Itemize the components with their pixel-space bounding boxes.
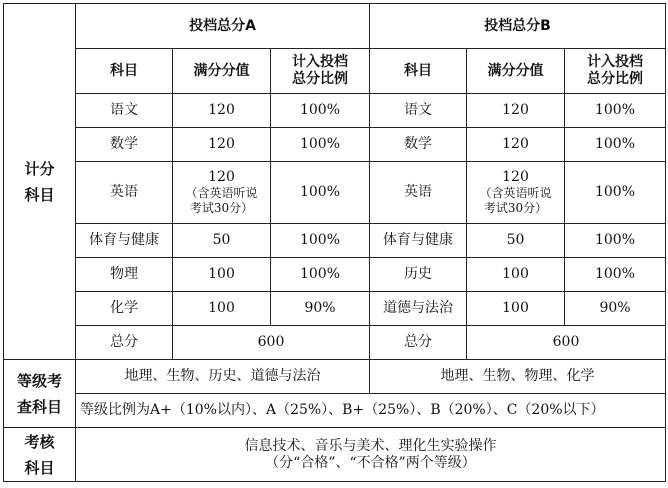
a-col-ratio (271, 49, 370, 94)
a-total-label: 总分 (76, 326, 173, 360)
a-col-ratio-line2: 总分比例 (292, 71, 348, 87)
a-full: 50 (173, 224, 271, 258)
b-ratio: 100% (565, 162, 666, 224)
b-full-note-line1: （含英语听说 (479, 186, 552, 200)
table-row (4, 292, 666, 326)
b-ratio: 90% (565, 292, 666, 326)
a-subject: 语文 (76, 94, 173, 128)
a-full: 120 (173, 94, 271, 128)
a-col-subject: 科目 (76, 49, 173, 94)
total-row (4, 326, 666, 360)
calc-label-line2: 科目 (24, 185, 55, 204)
grade-label-line2: 查科目 (16, 397, 62, 416)
a-ratio: 100% (271, 128, 370, 162)
b-full: 50 (467, 224, 565, 258)
b-full: 120 (467, 94, 565, 128)
b-full: 100 (467, 258, 565, 292)
table-row (4, 224, 666, 258)
group-b-header: 投档总分B (370, 4, 666, 49)
b-ratio: 100% (565, 258, 666, 292)
table-row (4, 162, 666, 224)
b-ratio: 100% (565, 128, 666, 162)
assess-line1: 信息技术、音乐与美术、理化生实验操作 (244, 437, 497, 454)
b-subject: 数学 (370, 128, 467, 162)
b-subject: 体育与健康 (370, 224, 467, 258)
b-subject: 语文 (370, 94, 467, 128)
a-subject: 物理 (76, 258, 173, 292)
table-row (4, 94, 666, 128)
a-full-value: 120 (208, 169, 235, 185)
a-subject: 数学 (76, 128, 173, 162)
b-col-ratio-line1: 计入投档 (587, 54, 643, 70)
table-row (4, 128, 666, 162)
b-full: 100 (467, 292, 565, 326)
b-total-label: 总分 (370, 326, 467, 360)
b-full (467, 162, 565, 224)
grade-label-line1: 等级考 (16, 371, 62, 390)
table-row (4, 258, 666, 292)
group-a-header: 投档总分A (76, 4, 370, 49)
b-full-note-line2: 考试30分） (483, 201, 548, 215)
a-ratio: 100% (271, 224, 370, 258)
b-col-subject: 科目 (370, 49, 467, 94)
grade-b-subjects: 地理、生物、物理、化学 (370, 360, 666, 394)
calc-label-line1: 计分 (24, 159, 55, 178)
calc-subjects-label (4, 4, 76, 360)
a-full-note-line1: （含英语听说 (185, 186, 258, 200)
a-full: 100 (173, 258, 271, 292)
a-col-ratio-line1: 计入投档 (292, 54, 348, 70)
assess-subjects-label (4, 428, 76, 482)
grade-subjects-label (4, 360, 76, 428)
b-full-value: 120 (502, 169, 529, 185)
a-ratio: 100% (271, 162, 370, 224)
a-ratio: 90% (271, 292, 370, 326)
grade-a-subjects: 地理、生物、历史、道德与法治 (76, 360, 370, 394)
assess-label-line1: 考核 (24, 432, 55, 451)
b-col-full: 满分分值 (467, 49, 565, 94)
a-total-value: 600 (173, 326, 370, 360)
b-ratio: 100% (565, 224, 666, 258)
grade-ratio-text: 等级比例为A+（10%以内）、A（25%）、B+（25%）、B（20%）、C（20%以下） (76, 394, 666, 428)
a-col-full: 满分分值 (173, 49, 271, 94)
a-full: 100 (173, 292, 271, 326)
a-subject: 体育与健康 (76, 224, 173, 258)
score-table (3, 3, 666, 482)
a-full: 120 (173, 128, 271, 162)
b-col-ratio (565, 49, 666, 94)
assess-label-line2: 科目 (24, 458, 55, 477)
b-full: 120 (467, 128, 565, 162)
a-subject: 化学 (76, 292, 173, 326)
a-ratio: 100% (271, 94, 370, 128)
b-total-value: 600 (467, 326, 666, 360)
a-subject: 英语 (76, 162, 173, 224)
b-subject: 历史 (370, 258, 467, 292)
assess-line2: （分“合格”、“不合格”两个等级） (265, 454, 476, 471)
b-subject: 道德与法治 (370, 292, 467, 326)
b-ratio: 100% (565, 94, 666, 128)
a-full (173, 162, 271, 224)
assess-subjects (76, 428, 666, 482)
a-ratio: 100% (271, 258, 370, 292)
b-col-ratio-line2: 总分比例 (587, 71, 643, 87)
a-full-note-line2: 考试30分） (189, 201, 254, 215)
b-subject: 英语 (370, 162, 467, 224)
